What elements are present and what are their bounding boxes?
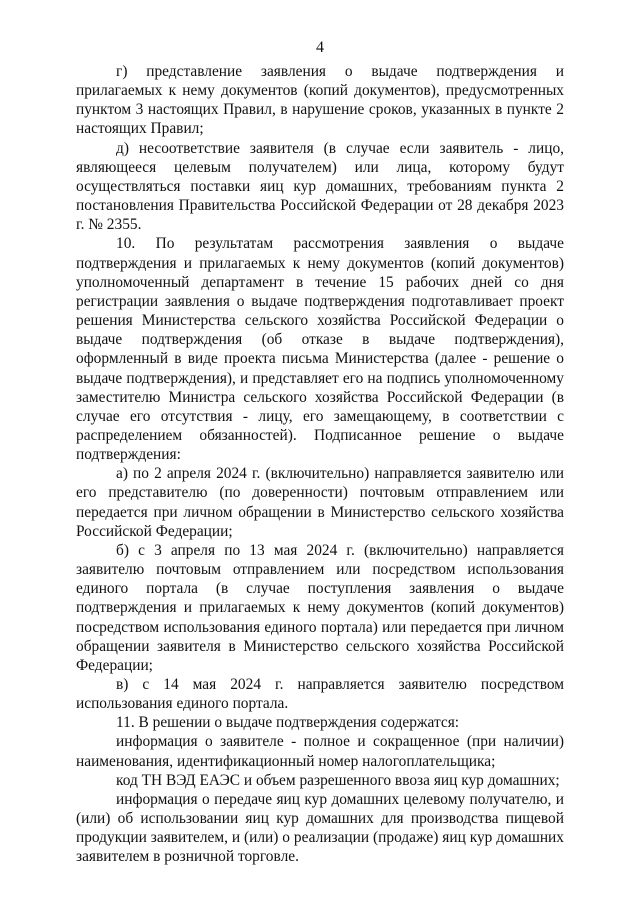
document-body xyxy=(76,62,564,867)
paragraph-item-d: д) несоответствие заявителя (в случае если заявитель - лицо, являющееся целевым получателем) или лица, которому будут осуществляться поставки яиц кур домашних, требованиям пункта 2 постановления Правительства Российской Федерации от 28 декабря 2023 г. № 2355. xyxy=(76,139,564,234)
page-number: 4 xyxy=(316,39,324,56)
paragraph-transfer-info: информация о передаче яиц кур домашних целевому получателю, и (или) об использовании яиц кур домашних для производства пищевой продукции заявителем, и (или) о реализации (продаже) яиц кур домашних заявителем в розничной торговле. xyxy=(76,790,564,866)
paragraph-item-g: г) представление заявления о выдаче подтверждения и прилагаемых к нему документов (копий документов), предусмотренных пунктом 3 настоящих Правил, в нарушение сроков, указанных в пункте 2 настоящих Правил; xyxy=(76,63,564,138)
paragraph-item-b: б) с 3 апреля по 13 мая 2024 г. (включительно) направляется заявителю почтовым отправлением или посредством использования единого портала (в случае поступления заявления о выдаче подтверждения и прилагаемых к нему документов (копий документов) посредством использования единого портала) или передается при личном обращении заявителя в Министерство сельского хозяйства Российской Федерации; xyxy=(76,541,564,674)
paragraph-item-a: а) по 2 апреля 2024 г. (включительно) направляется заявителю или его представителю (по доверенности) почтовым отправлением или передается при личном обращении в Министерство сельского хозяйства Российской Федерации; xyxy=(76,465,564,540)
paragraph-10: 10. По результатам рассмотрения заявления о выдаче подтверждения и прилагаемых к нему документов (копий документов) уполномоченный департамент в течение 15 рабочих дней со дня регистрации заявления о выдаче подтверждения подготавливает проект решения Министерства сельского хозяйства Российской Федерации о выдаче подтверждения (об отказе в выдаче подтверждения), оформленный в виде проекта письма Министерства (далее - решение о выдаче подтверждения), и представляет его на подпись уполномоченному заместителю Министра сельского хозяйства Российской Федерации (в случае его отсутствия - лицу, его замещающему, в соответствии с распределением обязанностей). Подписанное решение о выдаче подтверждения: xyxy=(76,235,564,464)
paragraph-11: 11. В решении о выдаче подтверждения содержатся: xyxy=(116,714,460,732)
paragraph-item-v: в) с 14 мая 2024 г. направляется заявителю посредством использования единого портала. xyxy=(76,676,564,713)
paragraph-tnved-code: код ТН ВЭД ЕАЭС и объем разрешенного ввоза яиц кур домашних; xyxy=(116,771,560,789)
paragraph-applicant-info: информация о заявителе - полное и сокращенное (при наличии) наименования, идентификационный номер налогоплательщика; xyxy=(76,733,564,770)
